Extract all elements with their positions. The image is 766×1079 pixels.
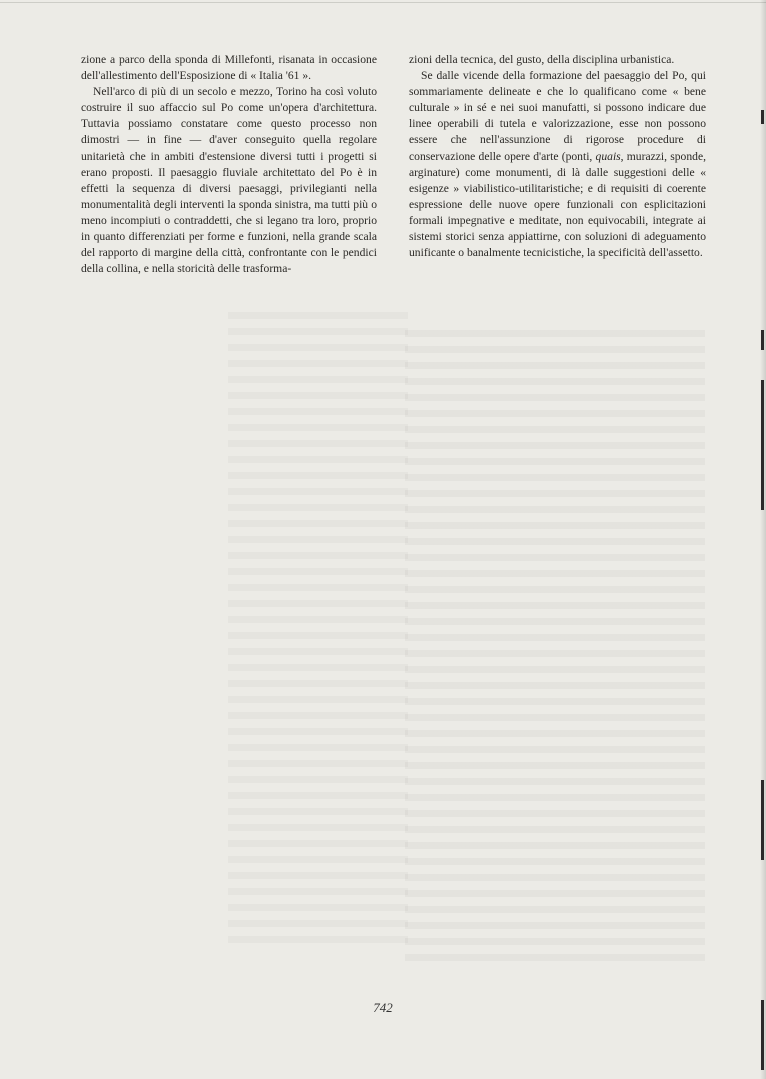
scan-edge-shadow: [760, 0, 766, 1079]
right-paragraph-2-start: Se dalle vicende della formazione del paesaggio del Po, qui sommariamente delineate e che lo qualificano come « bene culturale » in sé e nei suoi manufatti, si possono indicare due linee operabili di tutela e valorizzazione, esse non possono essere che nell'assunzione di rigorose procedure di conservazione delle opere d'arte (ponti,: [409, 69, 706, 163]
right-text-column: [409, 52, 706, 261]
page-top-rule: [0, 2, 766, 3]
italic-term-quais: quais: [595, 149, 621, 163]
scan-edge-mark: [761, 780, 764, 860]
left-paragraph-1: zione a parco della sponda di Millefonti, risanata in occasione dell'allestimento dell'Esposizione di « Italia '61 ».: [81, 53, 377, 83]
right-paragraph-1: zioni della tecnica, del gusto, della disciplina urbanistica.: [409, 53, 675, 66]
right-paragraph-2-end: , murazzi, sponde, arginature) come monumenti, di là dalle suggestioni delle « esigenze » viabilistico-utilitaristiche; e di requisiti di coerente espressione delle nuove opere funzionali con esplicitazioni formali impegnative e meditate, non equivocabili, integrate ai sistemi storici senza appiattirne, con soluzioni di adeguamento unificante o banalmente tecnicistiche, la specificità dell'assetto.: [409, 149, 706, 260]
scan-edge-mark: [761, 380, 764, 510]
show-through-texture-right: [405, 330, 705, 970]
left-text-column: [81, 52, 377, 277]
page-number: 742: [373, 1000, 393, 1015]
right-paragraph-2: [409, 68, 706, 261]
show-through-texture: [228, 312, 408, 952]
scan-edge-mark: [761, 1000, 764, 1070]
scan-edge-mark: [761, 110, 764, 124]
left-paragraph-2: Nell'arco di più di un secolo e mezzo, Torino ha così voluto costruire il suo affaccio sul Po come un'opera d'architettura. Tuttavia possiamo constatare come questo processo non dimostri — in fine — d'aver conseguito quella regolare unitarietà che in ambiti d'estensione diversi tutti i progetti si erano proposti. Il paesaggio fluviale architettato del Po è in effetti la sequenza di diversi paesaggi, privilegianti nella monumentalità degli interventi la sponda sinistra, ma tutti più o meno incompiuti o contraddetti, che si legano tra loro, proprio in quanto differenziati per forme e funzioni, nella grande scala del rapporto di margine della città, confrontante con le pendici della collina, e nella storicità delle trasforma-: [81, 85, 377, 276]
scan-edge-mark: [761, 330, 764, 350]
